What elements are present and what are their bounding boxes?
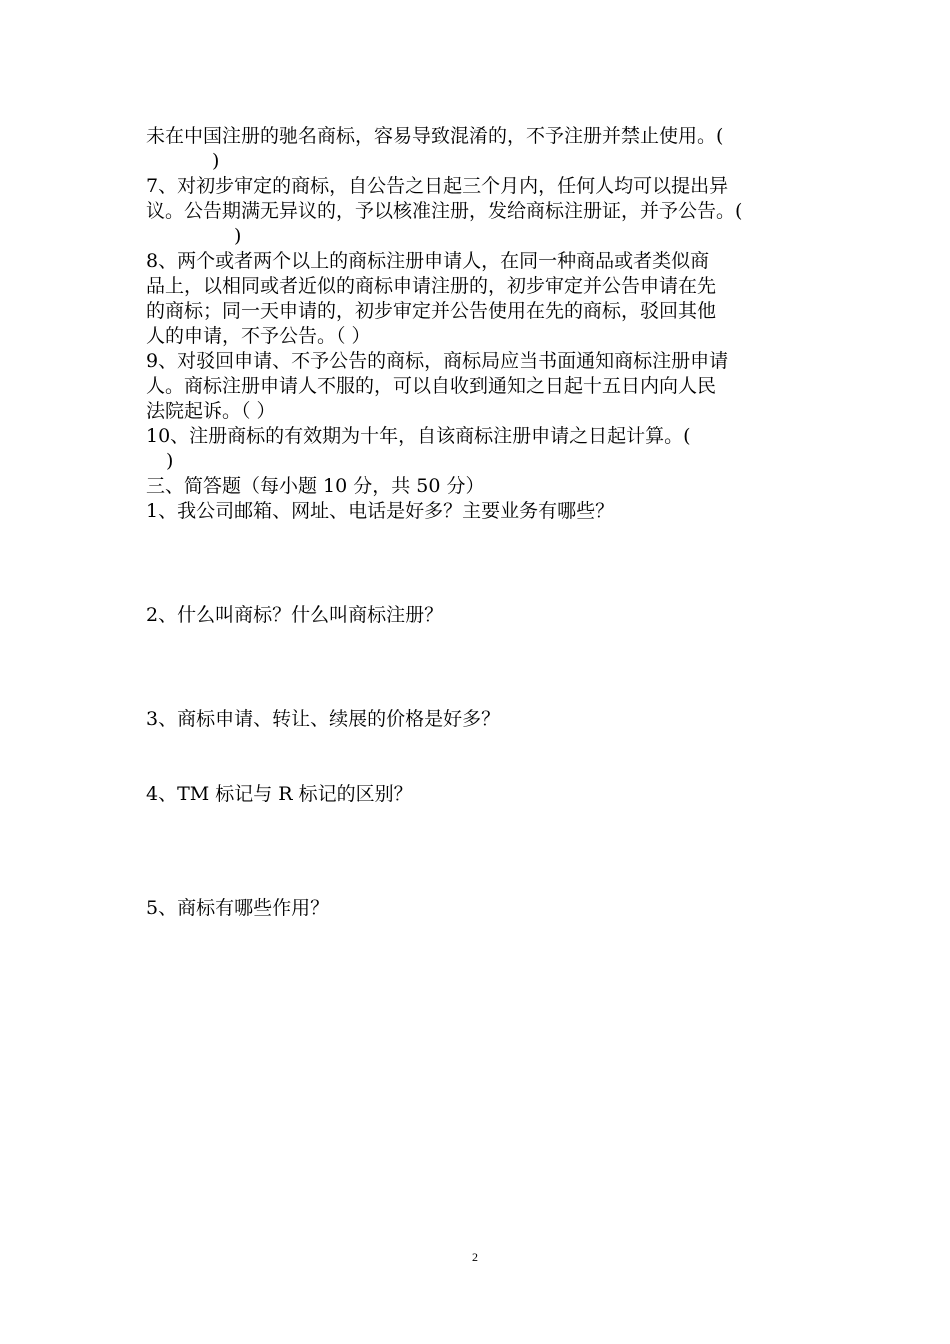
- section-heading: 三、简答题（每小题 10 分，共 50 分）: [146, 475, 485, 497]
- question-8-line-3: 的商标；同一天申请的，初步审定并公告使用在先的商标，驳回其他: [146, 300, 717, 322]
- text-line: ): [212, 150, 220, 172]
- question-9-line-2: 人。商标注册申请人不服的，可以自收到通知之日起十五日内向人民: [146, 375, 717, 397]
- question-10-line-1: 10、注册商标的有效期为十年，自该商标注册申请之日起计算。(: [146, 425, 691, 447]
- short-answer-2: 2、什么叫商标？什么叫商标注册？: [146, 604, 444, 626]
- document-body: [146, 124, 811, 921]
- question-9-line-1: 9、对驳回申请、不予公告的商标，商标局应当书面通知商标注册申请: [146, 350, 729, 372]
- short-answer-3: 3、商标申请、转让、续展的价格是好多？: [146, 708, 501, 730]
- short-answer-4: 4、TM 标记与 R 标记的区别？: [146, 783, 413, 805]
- answer-space: [146, 732, 811, 757]
- short-answer-1: 1、我公司邮箱、网址、电话是好多？主要业务有哪些？: [146, 500, 615, 522]
- answer-space: [146, 628, 811, 678]
- question-7-line-3: ): [234, 225, 242, 247]
- question-7-line-2: 议。公告期满无异议的，予以核准注册，发给商标注册证，并予公告。(: [146, 200, 743, 222]
- question-8-line-1: 8、两个或者两个以上的商标注册申请人，在同一种商品或者类似商: [146, 250, 710, 272]
- short-answer-5: 5、商标有哪些作用？: [146, 897, 330, 919]
- text-line: 未在中国注册的驰名商标，容易导致混淆的，不予注册并禁止使用。(: [146, 125, 724, 147]
- answer-space: [146, 524, 811, 574]
- question-7-line-1: 7、对初步审定的商标，自公告之日起三个月内，任何人均可以提出异: [146, 175, 729, 197]
- answer-space: [146, 807, 811, 857]
- question-9-line-3: 法院起诉。（ ）: [146, 400, 276, 422]
- question-10-line-2: ): [166, 450, 174, 472]
- page-number: 2: [472, 1250, 478, 1264]
- question-8-line-4: 人的申请，不予公告。（ ）: [146, 325, 371, 347]
- question-8-line-2: 品上，以相同或者近似的商标申请注册的，初步审定并公告申请在先: [146, 275, 717, 297]
